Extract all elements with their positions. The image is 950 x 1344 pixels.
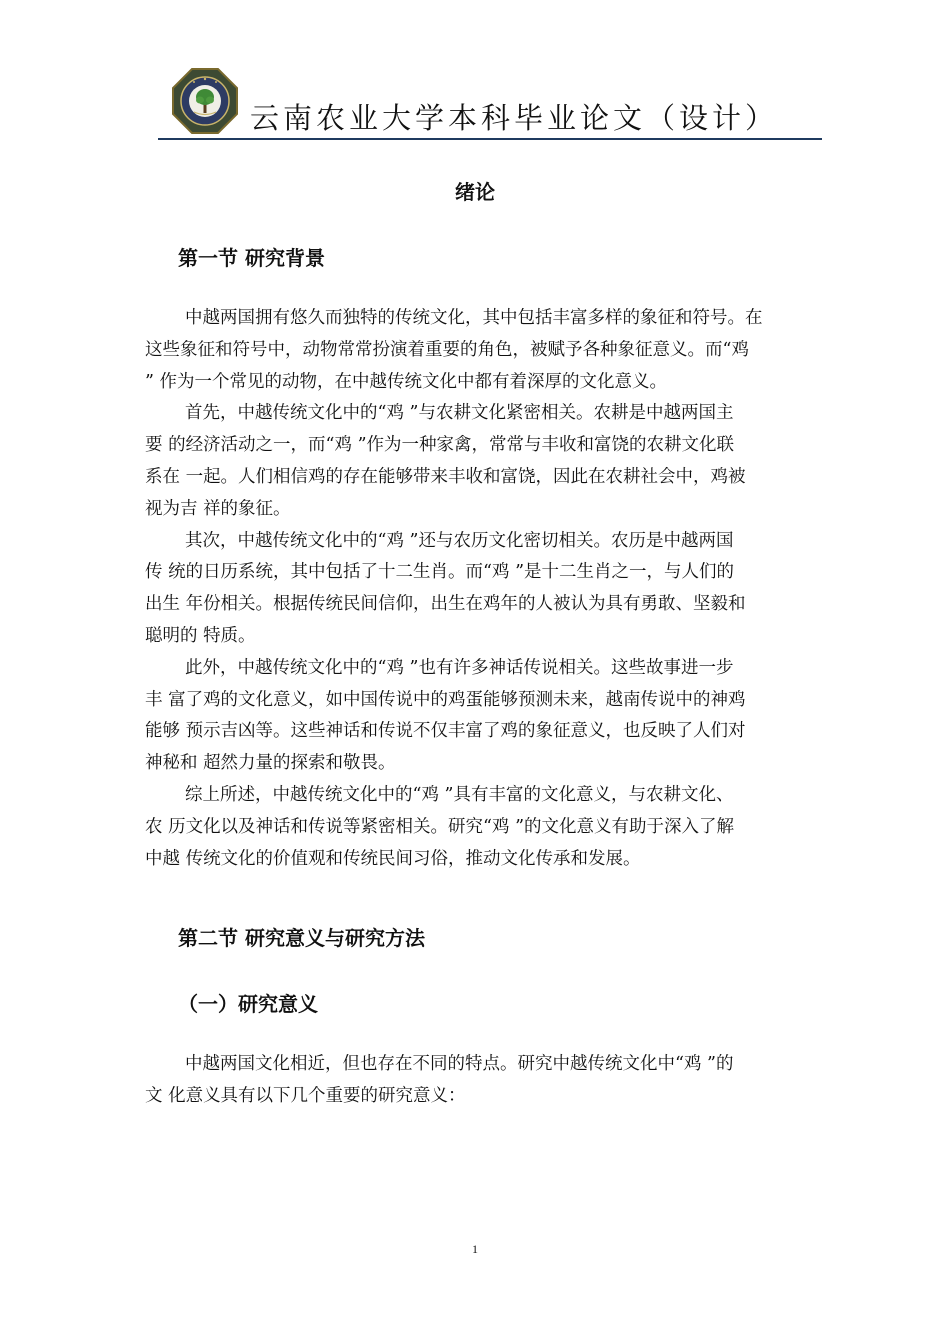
page-number: 1: [472, 1242, 478, 1256]
paragraph-line: 文 化意义具有以下几个重要的研究意义：: [145, 1085, 466, 1106]
paragraph-line: 其次，中越传统文化中的“鸡 ”还与农历文化密切相关。农历是中越两国: [185, 530, 734, 551]
paragraph-line: 要 的经济活动之一，而“鸡 ”作为一种家禽，常常与丰收和富饶的农耕文化联: [145, 435, 735, 456]
paragraph-line: 中越两国文化相近，但也存在不同的特点。研究中越传统文化中“鸡 ”的: [185, 1054, 734, 1074]
paragraph-line: 首先，中越传统文化中的“鸡 ”与农耕文化紧密相关。农耕是中越两国主: [185, 403, 734, 424]
paragraph-line: 视为吉 祥的象征。: [145, 498, 291, 519]
paragraph-line: 农 历文化以及神话和传说等紧密相关。研究“鸡 ”的文化意义有助于深入了解: [145, 816, 735, 837]
section1-body: [145, 303, 807, 875]
section-heading-background: 第一节 研究背景: [178, 246, 325, 270]
paragraph-line: 系在 一起。人们相信鸡的存在能够带来丰收和富饶，因此在农耕社会中，鸡被: [145, 466, 746, 487]
paragraph-line: ” 作为一个常见的动物，在中越传统文化中都有着深厚的文化意义。: [145, 371, 668, 392]
paragraph-line: 中越 传统文化的价值观和传统民间习俗，推动文化传承和发展。: [145, 848, 641, 869]
paragraph-line: 传 统的日历系统，其中包括了十二生肖。而“鸡 ”是十二生肖之一，与人们的: [145, 562, 735, 583]
paragraph-line: 聪明的 特质。: [145, 625, 256, 646]
paragraph-line: 能够 预示吉凶等。这些神话和传说不仅丰富了鸡的象征意义，也反映了人们对: [145, 721, 746, 742]
chapter-title: 绪论: [455, 180, 495, 204]
paragraph-line: 神秘和 超然力量的探索和敬畏。: [145, 753, 396, 774]
paragraph-line: 此外，中越传统文化中的“鸡 ”也有许多神话传说相关。这些故事进一步: [185, 657, 734, 678]
paragraph-line: 这些象征和符号中，动物常常扮演着重要的角色，被赋予各种象征意义。而“鸡: [145, 339, 749, 360]
paragraph-line: 丰 富了鸡的文化意义，如中国传说中的鸡蛋能够预测未来，越南传说中的神鸡: [145, 689, 746, 710]
page-header: [158, 62, 822, 142]
paragraph-line: 出生 年份相关。根据传统民间信仰，出生在鸡年的人被认为具有勇敢、坚毅和: [145, 594, 746, 615]
subsection-heading-significance: （一）研究意义: [178, 992, 318, 1016]
paragraph-line: 中越两国拥有悠久而独特的传统文化，其中包括丰富多样的象征和符号。在: [185, 308, 763, 328]
university-seal-logo: [172, 68, 238, 134]
header-divider: [158, 138, 822, 140]
section-heading-significance-methods: 第二节 研究意义与研究方法: [178, 926, 425, 950]
section2-body: [145, 1049, 807, 1113]
paragraph-line: 综上所述，中越传统文化中的“鸡 ”具有丰富的文化意义，与农耕文化、: [185, 784, 734, 805]
header-title: 云南农业大学本科毕业论文（设计）: [250, 101, 779, 135]
